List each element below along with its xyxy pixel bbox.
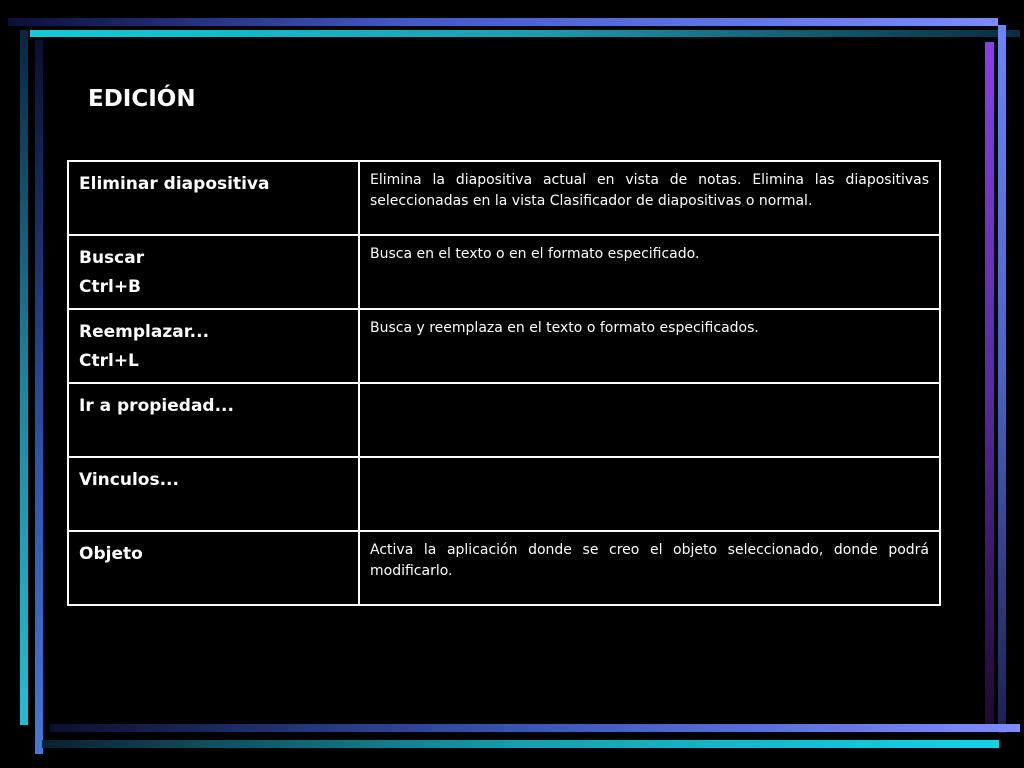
description-cell: [359, 383, 940, 457]
decorative-bar-right-purple: [985, 42, 994, 732]
description-cell: [359, 309, 940, 383]
command-description: Busca y reemplaza en el texto o formato especificados.: [370, 320, 759, 336]
table-row: [68, 309, 940, 383]
command-cell: [68, 457, 359, 531]
command-description: Busca en el texto o en el formato especificado.: [370, 246, 700, 262]
decorative-bar-bottom-blue: [50, 724, 1020, 732]
command-name: Reemplazar...: [79, 322, 210, 342]
slide-title: EDICIÓN: [88, 86, 196, 112]
table-row: [68, 457, 940, 531]
command-description: Elimina la diapositiva actual en vista de notas. Elimina las diapositivas seleccionadas en la vista Clasificador de diapositivas o normal.: [370, 172, 929, 209]
command-name: Objeto: [79, 544, 143, 564]
decorative-bar-top: [8, 18, 998, 26]
command-cell: [68, 383, 359, 457]
description-cell: [359, 531, 940, 605]
description-cell: [359, 235, 940, 309]
commands-table: [67, 160, 941, 606]
command-name: Eliminar diapositiva: [79, 174, 270, 194]
command-shortcut: Ctrl+L: [79, 351, 139, 371]
decorative-bar-right-blue: [998, 25, 1006, 733]
command-shortcut: Ctrl+B: [79, 277, 142, 297]
description-cell: [359, 457, 940, 531]
decorative-bar-left-blue: [35, 40, 43, 754]
decorative-bar-left-cyan: [20, 30, 28, 725]
command-cell: [68, 309, 359, 383]
table-row: [68, 383, 940, 457]
decorative-bar-bottom-cyan: [42, 740, 999, 748]
command-name: Vinculos...: [79, 470, 179, 490]
table-row: [68, 531, 940, 605]
command-cell: [68, 161, 359, 235]
command-cell: [68, 235, 359, 309]
command-cell: [68, 531, 359, 605]
decorative-bar-top-cyan: [30, 30, 1020, 37]
table-row: [68, 235, 940, 309]
description-cell: [359, 161, 940, 235]
command-name: Buscar: [79, 248, 145, 268]
command-description: Activa la aplicación donde se creo el objeto seleccionado, donde podrá modificarlo.: [370, 542, 929, 579]
table-row: [68, 161, 940, 235]
command-name: Ir a propiedad...: [79, 396, 234, 416]
